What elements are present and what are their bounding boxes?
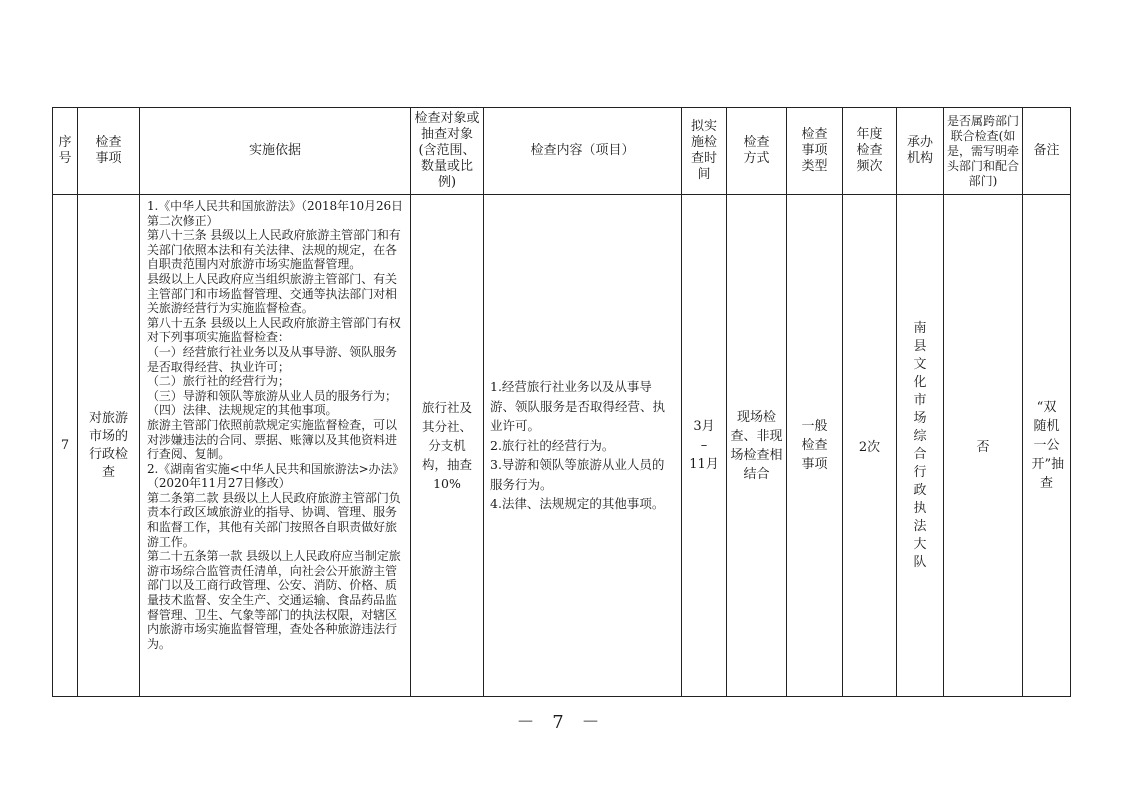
header-frequency: 年度检查频次 <box>843 108 897 195</box>
header-joint: 是否属跨部门联合检查(如是，需写明牵头部门和配合部门) <box>944 108 1023 195</box>
row-seq: 7 <box>53 195 78 697</box>
row-content: 1.经营旅行社业务以及从事导游、领队服务是否取得经营、执业许可。 2.旅行社的经营行为。 3.导游和领队等旅游从业人员的服务行为。 4.法律、法规规定的其他事项。 <box>484 195 682 697</box>
page-number: － 7 － <box>516 712 606 733</box>
table-header-row <box>53 108 1071 195</box>
row-remark: “双随机一公开”抽查 <box>1023 195 1071 697</box>
header-time: 拟实施检查时间 <box>682 108 727 195</box>
header-method: 检查方式 <box>727 108 787 195</box>
header-agency: 承办机构 <box>897 108 944 195</box>
time-end: 11月 <box>689 457 719 472</box>
header-seq: 序号 <box>53 108 78 195</box>
row-object: 旅行社及其分社、分支机构，抽查10% <box>411 195 484 697</box>
row-agency: 南县文化市场综合行政执法大队 <box>897 195 944 697</box>
header-item: 检查事项 <box>78 108 140 195</box>
row-method: 现场检查、非现场检查相结合 <box>727 195 787 697</box>
header-basis: 实施依据 <box>140 108 411 195</box>
row-joint: 否 <box>944 195 1023 697</box>
row-type: 一般检查事项 <box>787 195 843 697</box>
header-content: 检查内容（项目） <box>484 108 682 195</box>
row-basis: 1.《中华人民共和国旅游法》（2018年10月26日第二次修正） 第八十三条 县级以上人民政府旅游主管部门和有关部门依照本法和有关法律、法规的规定，在各自职责范围内对旅游市场实施监督管理。 县级以上人民政府应当组织旅游主管部门、有关主管部门和市场监督管理、交通等执法部门对相关旅游经营行为实施监督检查。 第八十五条 县级以上人民政府旅游主管部门有权对下列事项实施监督检查： （一）经营旅行社业务以及从事导游、领队服务是否取得经营、执业许可； （二）旅行社的经营行为； （三）导游和领队等旅游从业人员的服务行为； （四）法律、法规规定的其他事项。 旅游主管部门依照前款规定实施监督检查，可以对涉嫌违法的合同、票据、账簿以及其他资料进行查阅、复制。 2.《湖南省实施<中华人民共和国旅游法>办法》（2020年11月27日修改） 第二条第二款 县级以上人民政府旅游主管部门负责本行政区域旅游业的指导、协调、管理、服务和监督工作，其他有关部门按照各自职责做好旅游工作。 第二十五条第一款 县级以上人民政府应当制定旅游市场综合监管责任清单，向社会公开旅游主管部门以及工商行政管理、公安、消防、价格、质量技术监督、安全生产、交通运输、食品药品监督管理、卫生、气象等部门的执法权限，对辖区内旅游市场实施监督管理，查处各种旅游违法行为。 <box>140 195 411 697</box>
row-item: 对旅游市场的行政检查 <box>78 195 140 697</box>
inspection-table <box>52 107 1071 697</box>
row-time <box>682 195 727 697</box>
time-dash: – <box>700 438 708 453</box>
time-start: 3月 <box>693 419 715 434</box>
table-row <box>53 195 1071 697</box>
header-object: 检查对象或抽查对象(含范围、数量或比例) <box>411 108 484 195</box>
header-type: 检查事项类型 <box>787 108 843 195</box>
header-remark: 备注 <box>1023 108 1071 195</box>
row-frequency: 2次 <box>843 195 897 697</box>
